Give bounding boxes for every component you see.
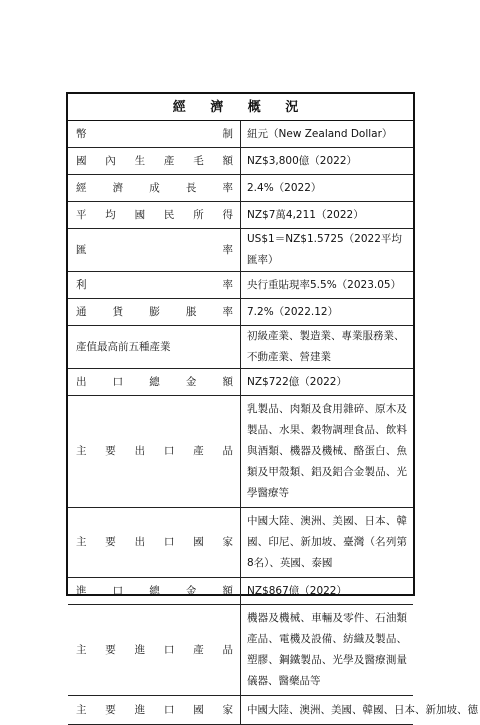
table-row [68, 369, 413, 396]
table-row [68, 605, 413, 696]
row-value-interest-rate: 央行重貼現率5.5%（2023.05） [241, 272, 414, 299]
row-value-exchange-rate: US$1＝NZ$1.5725（2022平均匯率） [241, 229, 414, 272]
table-row [68, 326, 413, 369]
row-label-exchange-rate: 匯率 [68, 229, 241, 272]
row-value-import-products: 機器及機械、車輛及零件、石油類產品、電機及設備、紡織及製品、塑膠、鋼鐵製品、光學及醫療測量儀器、醫藥品等 [241, 605, 414, 696]
row-value-export-countries: 中國大陸、澳洲、美國、日本、韓國、印尼、新加坡、臺灣（名列第8名）、英國、泰國 [241, 508, 414, 578]
row-label-growth: 經濟成長率 [68, 175, 241, 202]
row-label-top-industries: 產值最高前五種產業 [68, 326, 241, 369]
table-row [68, 175, 413, 202]
row-label-export-total: 出口總金額 [68, 369, 241, 396]
row-value-export-products: 乳製品、肉類及食用雜碎、原木及製品、水果、穀物調理食品、飲料與酒類、機器及機械、酪蛋白、魚類及甲殼類、鋁及鋁合金製品、光學醫療等 [241, 396, 414, 508]
economy-overview-table [68, 94, 478, 725]
row-label-inflation: 通貨膨脹率 [68, 299, 241, 326]
table-row [68, 696, 413, 725]
table-row [68, 148, 413, 175]
row-label-import-products: 主要進口產品 [68, 605, 241, 696]
table-row [68, 508, 413, 578]
row-label-import-countries: 主要進口國家 [68, 696, 241, 725]
row-value-currency: 紐元（New Zealand Dollar） [241, 121, 414, 148]
row-label-import-total: 進口總金額 [68, 578, 241, 605]
table-row [68, 202, 413, 229]
row-value-gdp: NZ$3,800億（2022） [241, 148, 414, 175]
row-value-income: NZ$7萬4,211（2022） [241, 202, 414, 229]
row-value-export-total: NZ$722億（2022） [241, 369, 414, 396]
row-value-import-countries: 中國大陸、澳洲、美國、韓國、日本、新加坡、德 [241, 696, 414, 725]
row-value-growth: 2.4%（2022） [241, 175, 414, 202]
row-label-currency: 幣制 [68, 121, 241, 148]
table-row [68, 578, 413, 605]
row-label-income: 平均國民所得 [68, 202, 241, 229]
row-label-export-countries: 主要出口國家 [68, 508, 241, 578]
row-label-gdp: 國內生產毛額 [68, 148, 241, 175]
table-row [68, 396, 413, 508]
table-row [68, 121, 413, 148]
table-row [68, 299, 413, 326]
economy-table-frame [66, 92, 478, 716]
row-label-export-products: 主要出口產品 [68, 396, 241, 508]
row-label-interest-rate: 利率 [68, 272, 241, 299]
row-value-import-total: NZ$867億（2022） [241, 578, 414, 605]
row-value-inflation: 7.2%（2022.12） [241, 299, 414, 326]
table-row [68, 229, 413, 272]
table-row [68, 272, 413, 299]
table-title: 經 濟 概 況 [68, 94, 413, 121]
row-value-top-industries: 初級產業、製造業、專業服務業、不動產業、營建業 [241, 326, 414, 369]
